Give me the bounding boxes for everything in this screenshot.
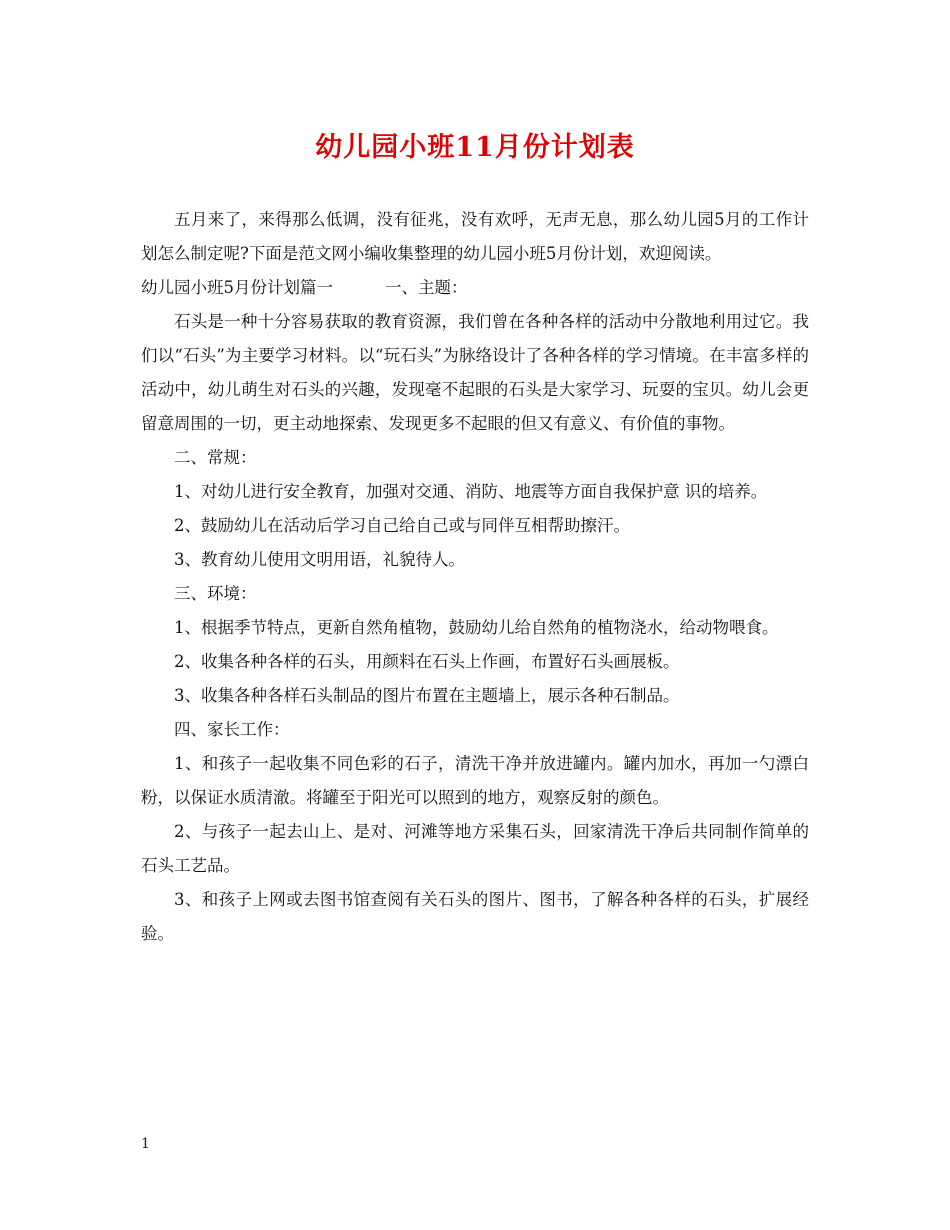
environment-heading: 三、环境： (174, 584, 257, 603)
environment-item: 1、根据季节特点，更新自然角植物，鼓励幼儿给自然角的植物浇水，给动物喂食。 (174, 618, 779, 637)
document-body (141, 203, 809, 951)
routine-item: 2、鼓励幼儿在活动后学习自己给自己或与同伴互相帮助擦汗。 (174, 516, 630, 535)
routine-heading: 二、常规： (174, 448, 257, 467)
environment-item: 3、收集各种各样石头制品的图片布置在主题墙上，展示各种石制品。 (174, 686, 680, 705)
routine-item: 3、教育幼儿使用文明用语，礼貌待人。 (174, 550, 465, 569)
page-number: 1 (141, 1136, 150, 1152)
document-title: 幼儿园小班11月份计划表 (315, 132, 635, 163)
intro-paragraph: 五月来了，来得那么低调，没有征兆，没有欢呼，无声无息，那么幼儿园5月的工作计划怎么制定呢?下面是范文网小编收集整理的幼儿园小班5月份计划，欢迎阅读。 (141, 210, 809, 263)
parents-heading: 四、家长工作： (174, 720, 290, 739)
theme-heading: 一、主题： (385, 278, 468, 297)
parents-item: 1、和孩子一起收集不同色彩的石子，清洗干净并放进罐内。罐内加水，再加一勺漂白粉，以保证水质清澈。将罐至于阳光可以照到的地方，观察反射的颜色。 (141, 754, 809, 807)
theme-paragraph: 石头是一种十分容易获取的教育资源，我们曾在各种各样的活动中分散地利用过它。我们以“石头”为主要学习材料。以“玩石头”为脉络设计了各种各样的学习情境。在丰富多样的活动中，幼儿萌生对石头的兴趣，发现毫不起眼的石头是大家学习、玩耍的宝贝。幼儿会更留意周围的一切，更主动地探索、发现更多不起眼的但又有意义、有价值的事物。 (141, 312, 809, 433)
parents-item: 3、和孩子上网或去图书馆查阅有关石头的图片、图书，了解各种各样的石头，扩展经验。 (141, 890, 809, 943)
section-line (141, 271, 809, 305)
routine-item: 1、对幼儿进行安全教育，加强对交通、消防、地震等方面自我保护意 识的培养。 (174, 482, 768, 501)
section-title: 幼儿园小班5月份计划篇一 (141, 278, 333, 297)
parents-item: 2、与孩子一起去山上、是对、河滩等地方采集石头，回家清洗干净后共同制作简单的石头工艺品。 (141, 822, 809, 875)
environment-item: 2、收集各种各样的石头，用颜料在石头上作画，布置好石头画展板。 (174, 652, 680, 671)
